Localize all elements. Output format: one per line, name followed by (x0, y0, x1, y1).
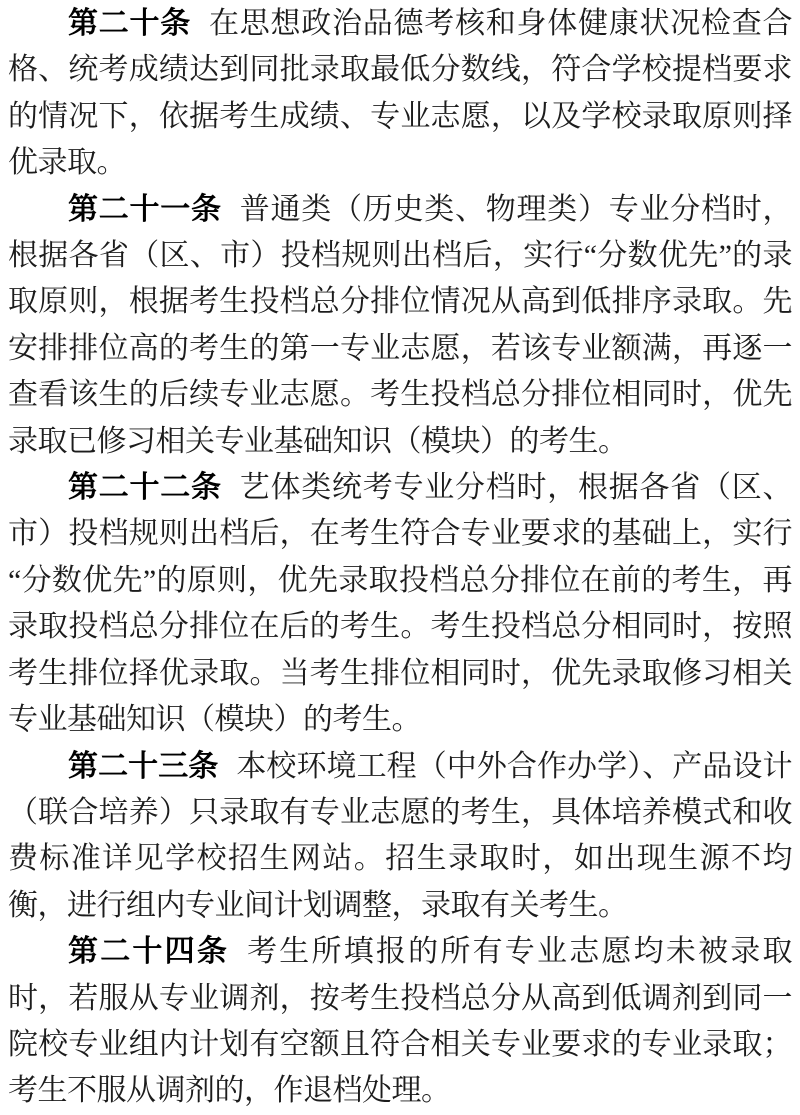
article-22-heading: 第二十二条 (68, 471, 222, 505)
article-21-heading: 第二十一条 (68, 192, 222, 226)
paragraph-article-22 (8, 465, 792, 743)
paragraph-article-24 (8, 929, 792, 1115)
article-21-body: 普通类（历史类、物理类）专业分档时，根据各省（区、市）投档规则出档后，实行“分数优先”的录取原则，根据考生投档总分排位情况从高到低排序录取。先安排排位高的考生的第一专业志愿，若该专业额满，再逐一查看该生的后续专业志愿。考生投档总分排位相同时，优先录取已修习相关专业基础知识（模块）的考生。 (8, 192, 792, 458)
article-24-heading: 第二十四条 (68, 935, 230, 969)
paragraph-article-20 (8, 1, 792, 187)
article-23-body: 本校环境工程（中外合作办学）、产品设计（联合培养）只录取有专业志愿的考生，具体培养模式和收费标准详见学校招生网站。招生录取时，如出现生源不均衡，进行组内专业间计划调整，录取有关考生。 (8, 749, 793, 922)
article-20-body: 在思想政治品德考核和身体健康状况检查合格、统考成绩达到同批录取最低分数线，符合学校提档要求的情况下，依据考生成绩、专业志愿，以及学校录取原则择优录取。 (8, 7, 792, 180)
article-20-heading: 第二十条 (68, 7, 191, 40)
article-23-heading: 第二十三条 (68, 749, 219, 783)
paragraph-article-23 (8, 744, 792, 930)
article-24-body: 考生所填报的所有专业志愿均未被录取时，若服从专业调剂，按考生投档总分从高到低调剂到同一院校专业组内计划有空额且符合相关专业要求的专业录取；考生不服从调剂的，作退档处理。 (8, 935, 793, 1108)
paragraph-article-21 (8, 187, 792, 465)
article-22-body: 艺体类统考专业分档时，根据各省（区、市）投档规则出档后，在考生符合专业要求的基础上，实行“分数优先”的原则，优先录取投档总分排位在前的考生，再录取投档总分排位在后的考生。考生投档总分相同时，按照考生排位择优录取。当考生排位相同时，优先录取修习相关专业基础知识（模块）的考生。 (8, 471, 792, 737)
